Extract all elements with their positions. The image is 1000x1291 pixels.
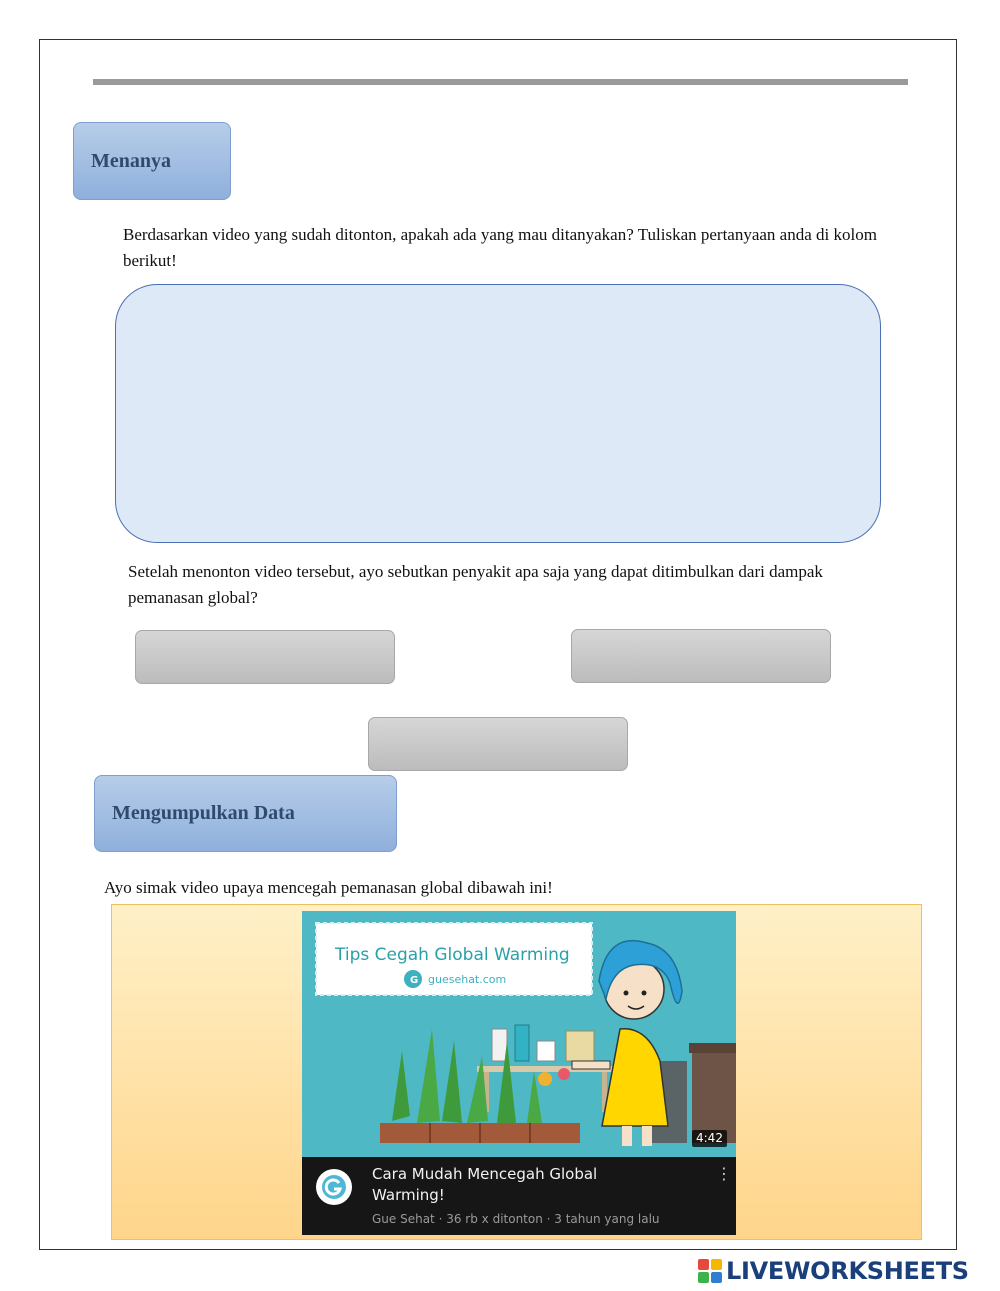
bag-icon (566, 1031, 594, 1061)
svg-text:G: G (410, 975, 419, 986)
section-title-menanya: Menanya (91, 149, 171, 172)
channel-logo-icon[interactable] (316, 1169, 352, 1205)
disease-answer-field-1[interactable] (135, 630, 395, 684)
section-title-mengumpulkan-data: Mengumpulkan Data (112, 802, 295, 824)
question-answer-box[interactable] (115, 284, 881, 543)
more-options-icon[interactable]: ⋮ (716, 1164, 732, 1183)
flower-icon (538, 1072, 552, 1086)
video-duration: 4:42 (692, 1130, 727, 1147)
question-disease-prompt: Setelah menonton video tersebut, ayo sebutkan penyakit apa saja yang dapat ditimbulkan dari dampak pemanasan global? (128, 562, 823, 607)
bottle-icon (492, 1029, 507, 1061)
liveworksheets-logo[interactable] (698, 1257, 969, 1285)
disease-answer-field-2[interactable] (571, 629, 831, 683)
disease-answer-field-3[interactable] (368, 717, 628, 771)
brand-square (711, 1259, 722, 1270)
section-tab-mengumpulkan-data (94, 775, 397, 852)
section-tab-menanya (73, 122, 231, 200)
brand-square (698, 1259, 709, 1270)
banner-title: Tips Cegah Global Warming (335, 945, 570, 965)
video-title[interactable]: Cara Mudah Mencegah Global Warming! (372, 1165, 598, 1204)
brand-name: LIVEWORKSHEETS (726, 1257, 969, 1285)
banner-site: guesehat.com (428, 973, 507, 986)
brand-squares-icon (698, 1259, 722, 1283)
video-instruction: Ayo simak video upaya mencegah pemanasan global dibawah ini! (104, 878, 553, 897)
video-thumbnail[interactable] (302, 911, 736, 1235)
video-info-bar[interactable] (302, 1157, 736, 1235)
cup-icon (537, 1041, 555, 1061)
brand-square (698, 1272, 709, 1283)
brand-square (711, 1272, 722, 1283)
question-ask-prompt: Berdasarkan video yang sudah ditonton, apakah ada yang mau ditanyakan? Tuliskan pertanyaan anda di kolom berikut! (123, 225, 877, 270)
top-divider (93, 79, 908, 85)
video-illustration (302, 911, 736, 1157)
flask-icon (515, 1025, 529, 1061)
video-meta: Gue Sehat · 36 rb x ditonton · 3 tahun yang lalu (372, 1212, 660, 1226)
